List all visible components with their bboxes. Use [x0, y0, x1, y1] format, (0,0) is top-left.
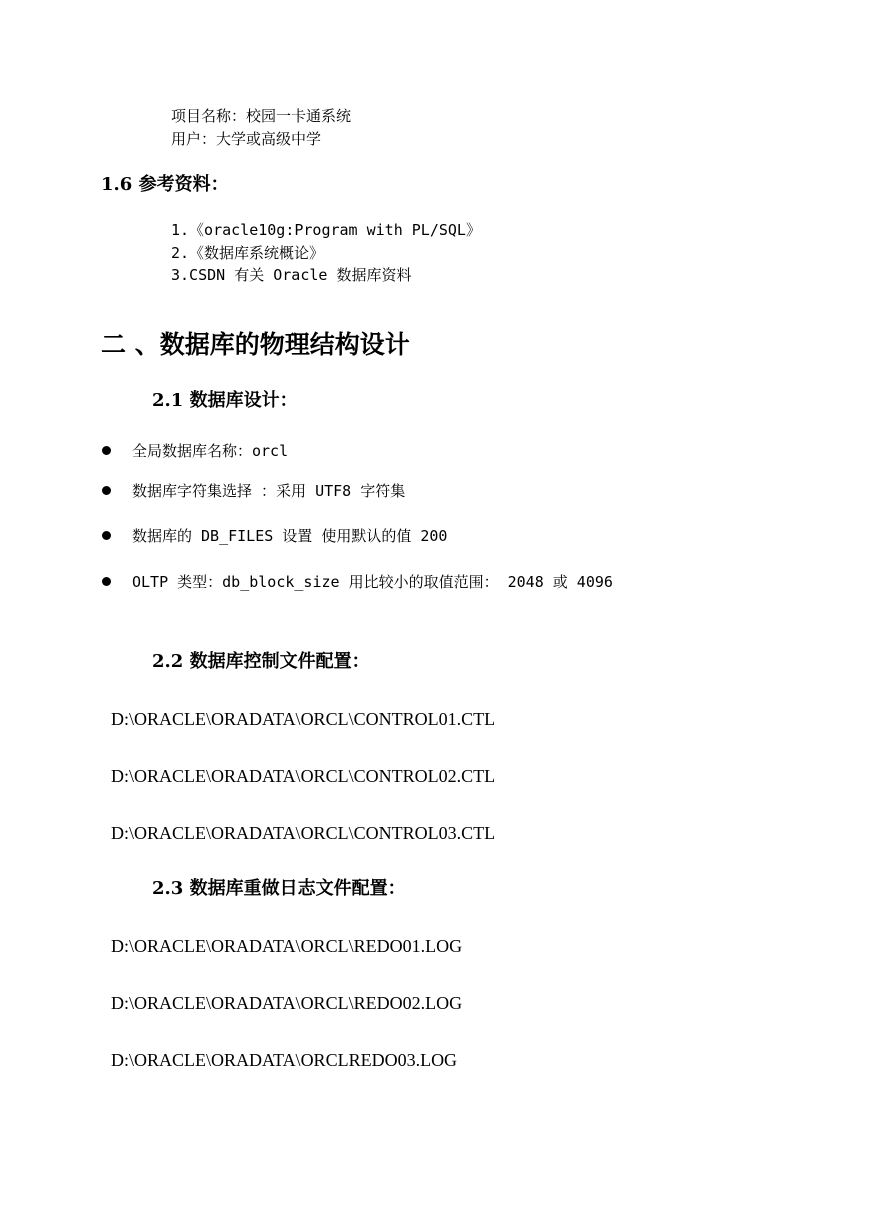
section-1-6-heading: 1.6 参考资料： — [101, 174, 229, 195]
redo-log-path: D:\ORACLE\ORADATA\ORCLREDO03.LOG — [111, 1050, 458, 1070]
chapter-2-heading: 二 、数据库的物理结构设计 — [101, 330, 410, 359]
reference-item: 2.《数据库系统概论》 — [171, 244, 325, 262]
reference-item: 1.《oracle10g:Program with PL/SQL》 — [171, 221, 481, 239]
redo-log-path: D:\ORACLE\ORADATA\ORCL\REDO01.LOG — [111, 936, 463, 956]
bullet-dot-icon — [102, 531, 111, 540]
bullet-item: 数据库字符集选择 ：采用 UTF8 字符集 — [132, 482, 406, 500]
bullet-dot-icon — [102, 446, 111, 455]
section-2-1-heading: 2.1 数据库设计： — [152, 390, 298, 411]
project-user-line: 用户：大学或高级中学 — [171, 130, 322, 148]
bullet-item: 数据库的 DB_FILES 设置 使用默认的值 200 — [132, 527, 448, 545]
redo-log-path: D:\ORACLE\ORADATA\ORCL\REDO02.LOG — [111, 993, 463, 1013]
bullet-dot-icon — [102, 577, 111, 586]
bullet-dot-icon — [102, 486, 111, 495]
bullet-item: OLTP 类型：db_block_size 用比较小的取值范围： 2048 或 4096 — [132, 573, 613, 591]
control-file-path: D:\ORACLE\ORADATA\ORCL\CONTROL03.CTL — [111, 823, 496, 843]
reference-item: 3.CSDN 有关 Oracle 数据库资料 — [171, 266, 412, 284]
section-2-2-heading: 2.2 数据库控制文件配置： — [152, 651, 370, 672]
bullet-item: 全局数据库名称：orcl — [132, 442, 289, 460]
control-file-path: D:\ORACLE\ORADATA\ORCL\CONTROL01.CTL — [111, 709, 496, 729]
control-file-path: D:\ORACLE\ORADATA\ORCL\CONTROL02.CTL — [111, 766, 496, 786]
project-name-line: 项目名称：校园一卡通系统 — [171, 107, 352, 125]
section-2-3-heading: 2.3 数据库重做日志文件配置： — [152, 878, 406, 899]
